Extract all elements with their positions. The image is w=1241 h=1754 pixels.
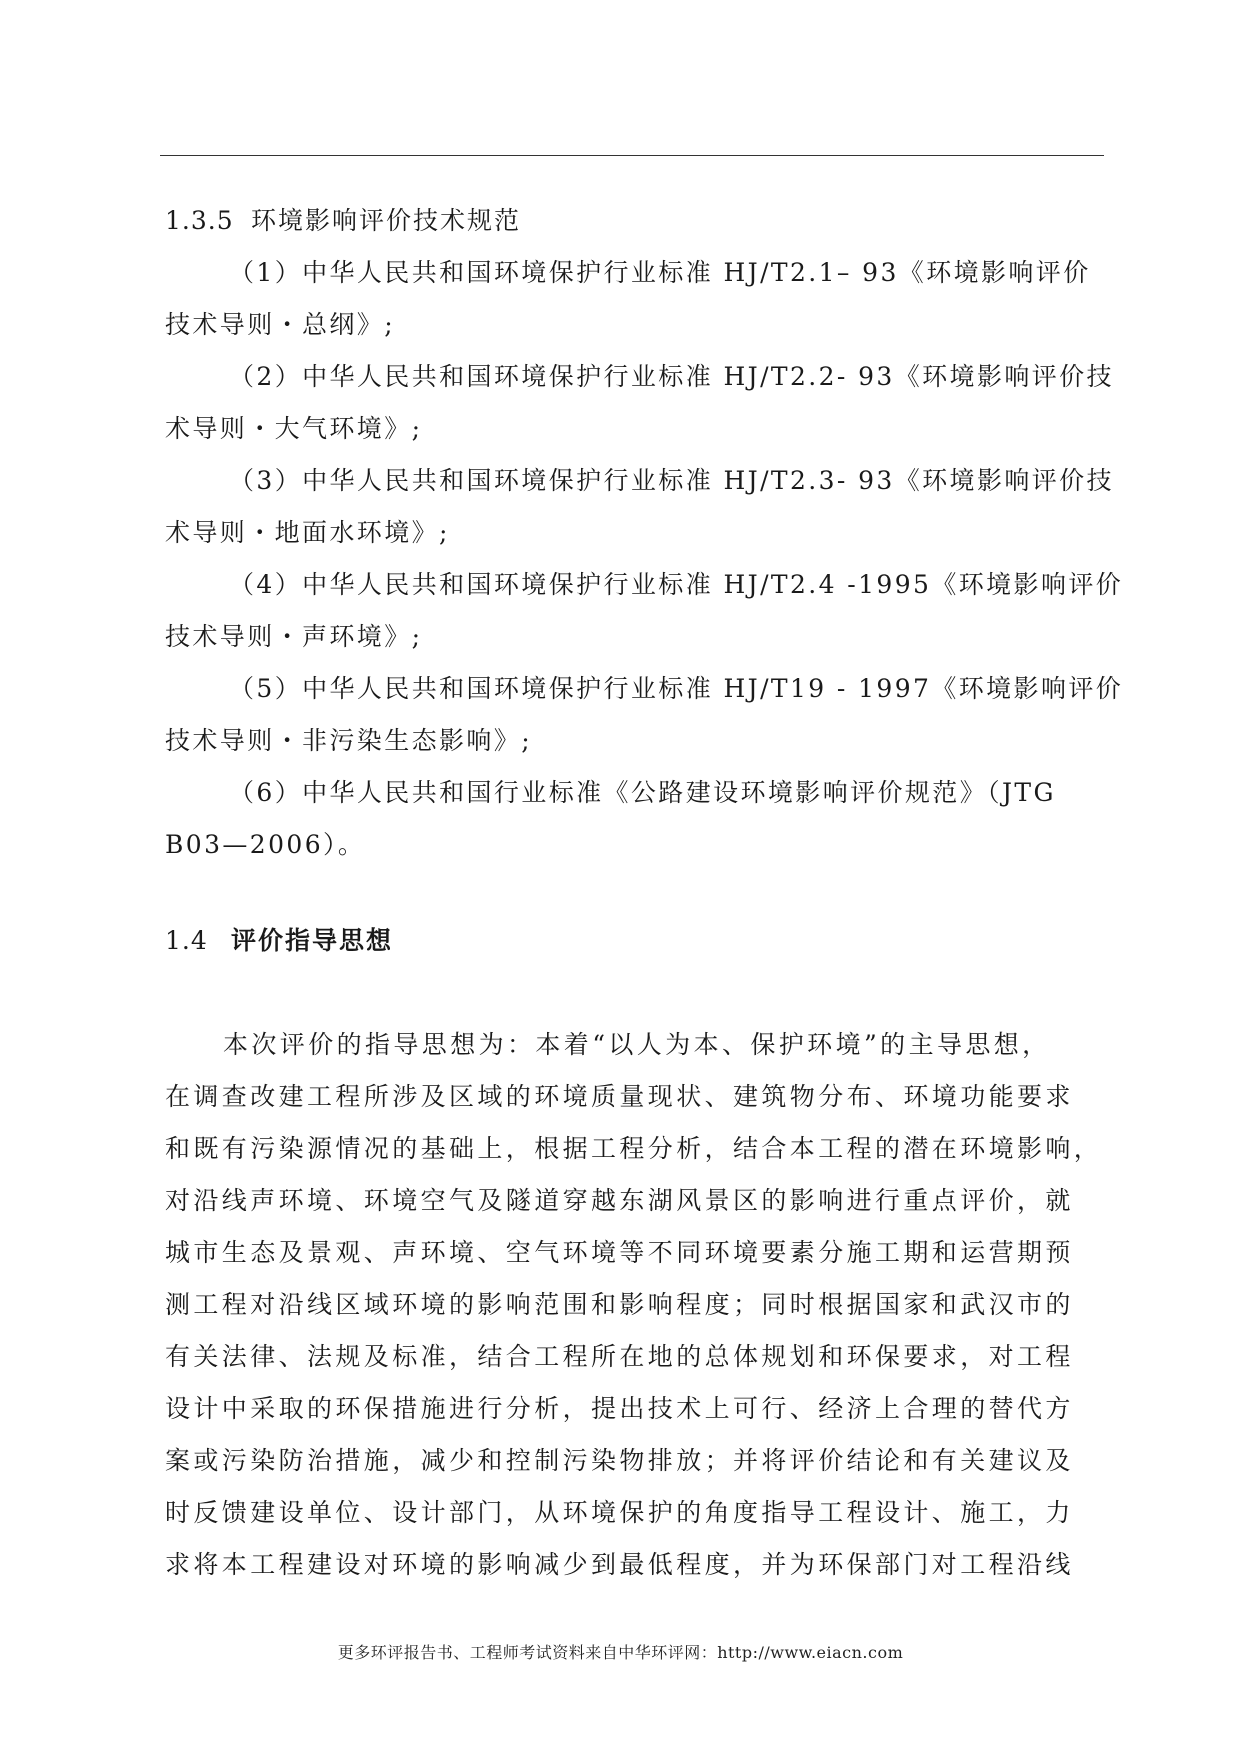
- section-number: 1.3.5: [165, 206, 234, 235]
- page-body: [165, 195, 1124, 1591]
- paragraph-line: 设计中采取的环保措施进行分析，提出技术上可行、经济上合理的替代方: [165, 1394, 1074, 1423]
- list-item-line: （5）中华人民共和国环境保护行业标准 HJ/T19 - 1997《环境影响评价: [229, 674, 1124, 703]
- paragraph-line: 在调查改建工程所涉及区域的环境质量现状、建筑物分布、环境功能要求: [165, 1082, 1074, 1111]
- list-item-line: 技术导则・声环境》;: [165, 622, 423, 651]
- paragraph-line: 求将本工程建设对环境的影响减少到最低程度，并为环保部门对工程沿线: [165, 1550, 1074, 1579]
- paragraph-line: 有关法律、法规及标准，结合工程所在地的总体规划和环保要求，对工程: [165, 1342, 1074, 1371]
- paragraph-line: 和既有污染源情况的基础上，根据工程分析，结合本工程的潜在环境影响，: [165, 1134, 1103, 1163]
- standards-list: [165, 247, 1124, 871]
- list-item-line: 术导则・地面水环境》;: [165, 518, 450, 547]
- list-item: [165, 247, 1110, 351]
- header-rule: [160, 155, 1104, 156]
- list-item-line: （1）中华人民共和国环境保护行业标准 HJ/T2.1– 93《环境影响评价: [229, 258, 1091, 287]
- section-heading-1-3-5: [165, 195, 1110, 247]
- guiding-principles-paragraph: [165, 1019, 1110, 1591]
- list-item: [165, 351, 1114, 455]
- list-item: [165, 455, 1114, 559]
- list-item-line: （2）中华人民共和国环境保护行业标准 HJ/T2.2- 93《环境影响评价技: [229, 362, 1114, 391]
- list-item-line: （4）中华人民共和国环境保护行业标准 HJ/T2.4 -1995《环境影响评价: [229, 570, 1124, 599]
- list-item: [165, 767, 1110, 871]
- list-item-line: 技术导则・总纲》;: [165, 310, 396, 339]
- section-title: 评价指导思想: [231, 926, 394, 955]
- page-footer: 更多环评报告书、工程师考试资料来自中华环评网：http://www.eiacn.com: [337, 1643, 904, 1662]
- paragraph-line: 本次评价的指导思想为：本着“以人为本、保护环境”的主导思想，: [223, 1030, 1051, 1059]
- paragraph-line: 对沿线声环境、环境空气及隧道穿越东湖风景区的影响进行重点评价，就: [165, 1186, 1074, 1215]
- paragraph-line: 案或污染防治措施，减少和控制污染物排放；并将评价结论和有关建议及: [165, 1446, 1074, 1475]
- list-item-line: 技术导则・非污染生态影响》;: [165, 726, 533, 755]
- section-number: 1.4: [165, 926, 208, 955]
- list-item-line: 术导则・大气环境》;: [165, 414, 423, 443]
- list-item-line: （6）中华人民共和国行业标准《公路建设环境影响评价规范》（JTG: [229, 778, 1056, 807]
- section-title: 环境影响评价技术规范: [251, 206, 522, 235]
- section-heading-1-4: [165, 915, 1110, 967]
- list-item: [165, 559, 1124, 663]
- list-item: [165, 663, 1124, 767]
- paragraph-line: 时反馈建设单位、设计部门，从环境保护的角度指导工程设计、施工，力: [165, 1498, 1074, 1527]
- paragraph-line: 测工程对沿线区域环境的影响范围和影响程度；同时根据国家和武汉市的: [165, 1290, 1074, 1319]
- paragraph-line: 城市生态及景观、声环境、空气环境等不同环境要素分施工期和运营期预: [165, 1238, 1074, 1267]
- list-item-line: B03—2006）。: [165, 830, 366, 859]
- list-item-line: （3）中华人民共和国环境保护行业标准 HJ/T2.3- 93《环境影响评价技: [229, 466, 1114, 495]
